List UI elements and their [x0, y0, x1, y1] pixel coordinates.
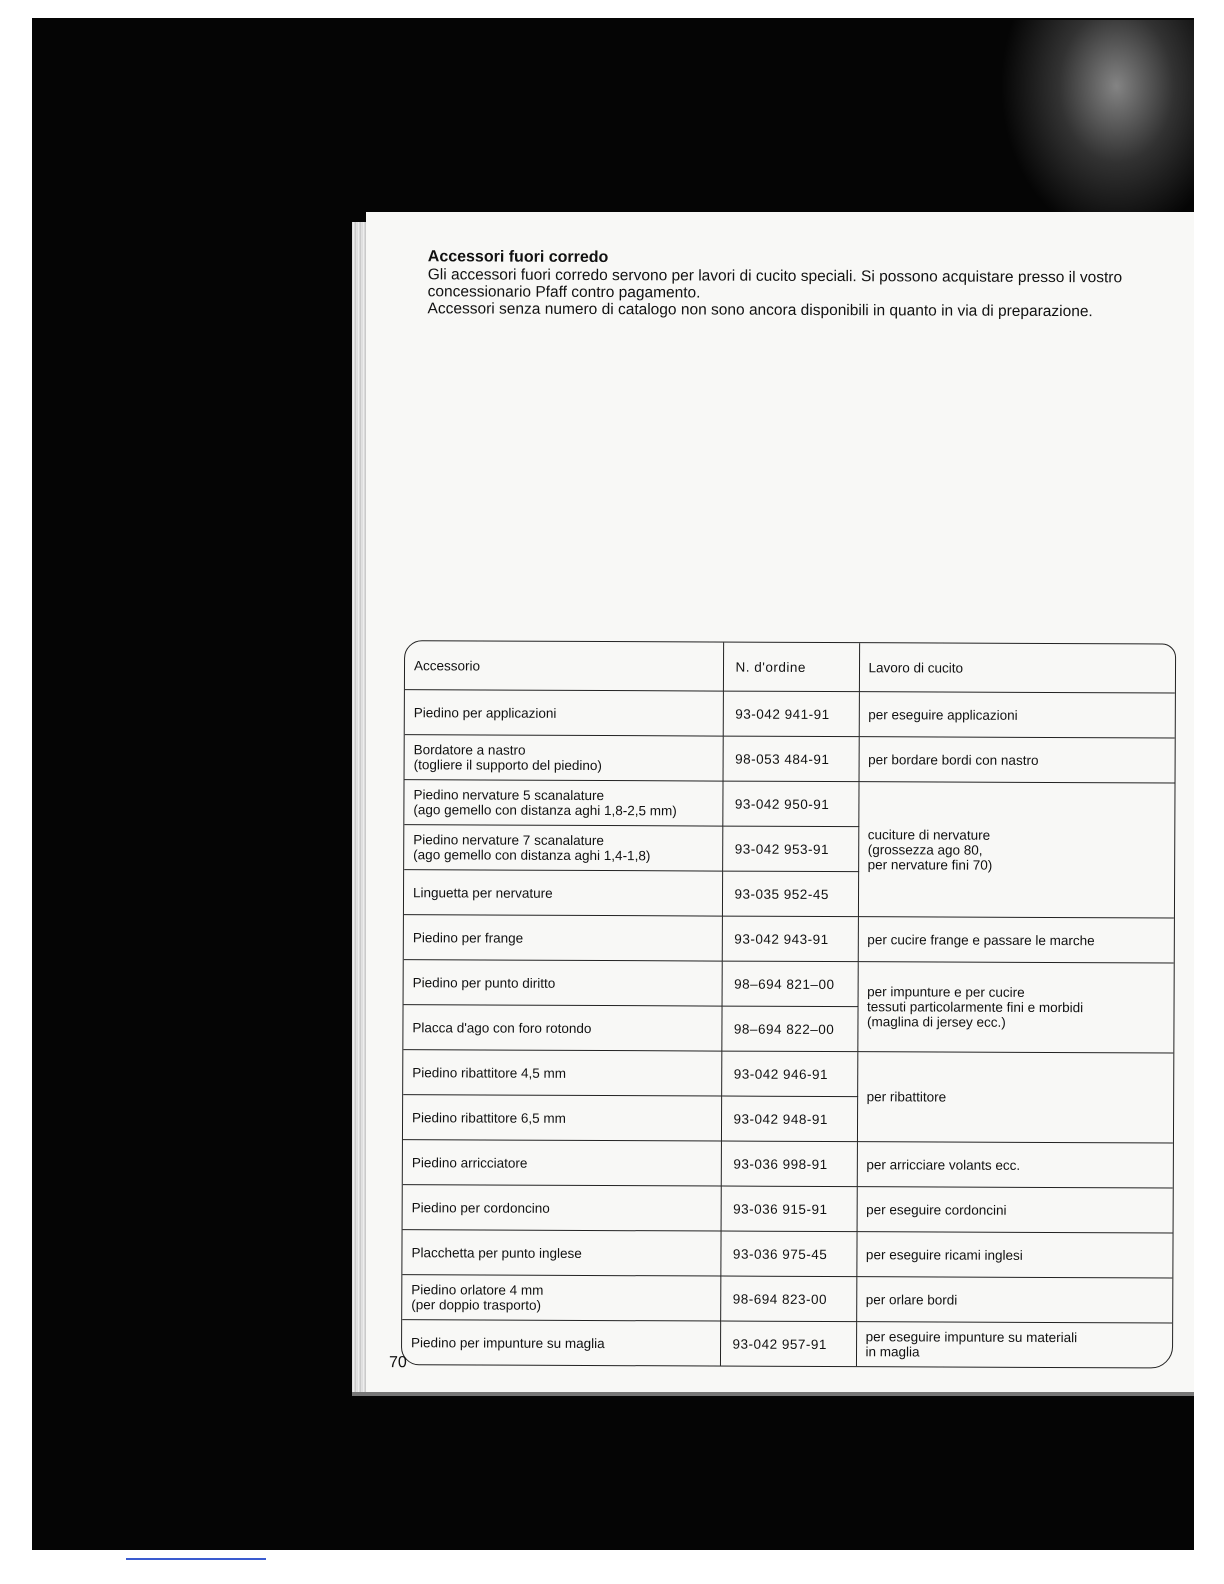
- order-number-cell: 93-042 941-91: [723, 691, 859, 737]
- header-order-number: N. d'ordine: [723, 643, 859, 692]
- work-cell: cuciture di nervature (grossezza ago 80, per nervature fini 70): [858, 782, 1175, 918]
- order-number-cell: 93-036 998-91: [721, 1141, 857, 1187]
- work-cell: per impunture e per cucire tessuti particolarmente fini e morbidi (maglina di jersey ecc.): [857, 962, 1173, 1053]
- accessory-cell: Piedino ribattitore 4,5 mm: [403, 1050, 721, 1096]
- work-cell: per ribattitore: [857, 1052, 1173, 1143]
- work-cell: per eseguire impunture su materiali in maglia: [856, 1322, 1172, 1368]
- footer-line: [126, 1558, 266, 1560]
- order-number-cell: 93-042 948-91: [721, 1096, 857, 1142]
- table-row: [405, 735, 1175, 783]
- order-number-cell: 98-053 484-91: [723, 736, 859, 782]
- table-row: [405, 690, 1175, 738]
- page-bottom-edge: [352, 1392, 1194, 1396]
- accessories-table: [401, 640, 1176, 1368]
- intro-text: [428, 266, 1188, 320]
- table-row: [404, 960, 1174, 1008]
- work-cell: per bordare bordi con nastro: [859, 737, 1175, 783]
- accessory-cell: Piedino per frange: [404, 915, 722, 961]
- order-number-cell: 93-042 950-91: [722, 781, 858, 827]
- header-work: Lavoro di cucito: [859, 643, 1175, 693]
- order-number-cell: 93-036 975-45: [720, 1231, 856, 1277]
- accessory-cell: Bordatore a nastro (togliere il supporto del piedino): [405, 735, 723, 781]
- accessory-cell: Piedino ribattitore 6,5 mm: [403, 1095, 721, 1141]
- order-number-cell: 93-042 957-91: [720, 1321, 856, 1366]
- accessory-cell: Piedino per applicazioni: [405, 690, 723, 736]
- order-number-cell: 98–694 822–00: [721, 1006, 857, 1052]
- accessory-cell: Placchetta per punto inglese: [402, 1230, 720, 1276]
- work-cell: per eseguire ricami inglesi: [856, 1232, 1172, 1278]
- work-cell: per orlare bordi: [856, 1277, 1172, 1323]
- work-cell: per eseguire applicazioni: [859, 692, 1175, 738]
- header-accessorio: Accessorio: [405, 641, 723, 691]
- order-number-cell: 98–694 821–00: [722, 961, 858, 1007]
- accessory-cell: Piedino nervature 5 scanalature (ago gemello con distanza aghi 1,8-2,5 mm): [404, 780, 722, 826]
- table-row: [403, 1050, 1173, 1098]
- table-header-row: [405, 641, 1175, 693]
- accessory-cell: Piedino arricciatore: [403, 1140, 721, 1186]
- page-number: 70: [388, 1354, 407, 1372]
- page-heading: Accessori fuori corredo: [427, 248, 609, 267]
- work-cell: per eseguire cordoncini: [857, 1187, 1173, 1233]
- table-row: [403, 1140, 1173, 1188]
- table-row: [404, 780, 1174, 828]
- accessory-cell: Piedino orlatore 4 mm (per doppio trasporto): [402, 1275, 720, 1321]
- order-number-cell: 93-042 943-91: [722, 916, 858, 962]
- intro-paragraph: Gli accessori fuori corredo servono per lavori di cucito speciali. Si possono acquistare presso il vostro concessionario Pfaff contro pagamento.: [427, 266, 1123, 302]
- table-row: [402, 1230, 1172, 1278]
- table-row: [402, 1275, 1172, 1323]
- order-number-cell: 93-042 946-91: [721, 1051, 857, 1097]
- accessory-cell: Piedino per cordoncino: [403, 1185, 721, 1231]
- accessory-cell: Placca d'ago con foro rotondo: [403, 1005, 721, 1051]
- accessory-cell: Linguetta per nervature: [404, 870, 722, 916]
- accessory-cell: Piedino per impunture su maglia: [402, 1320, 720, 1366]
- order-number-cell: 93-036 915-91: [721, 1186, 857, 1232]
- intro-paragraph: Accessori senza numero di catalogo non sono ancora disponibili in quanto in via di preparazione.: [427, 300, 1093, 321]
- work-cell: per cucire frange e passare le marche: [858, 917, 1174, 963]
- table-row: [402, 1320, 1172, 1368]
- scan-glare: [1000, 20, 1194, 240]
- order-number-cell: 93-042 953-91: [722, 826, 858, 872]
- order-number-cell: 93-035 952-45: [722, 871, 858, 917]
- table-row: [404, 915, 1174, 963]
- table-row: [403, 1185, 1173, 1233]
- work-cell: per arricciare volants ecc.: [857, 1142, 1173, 1188]
- manual-page: [366, 212, 1194, 1392]
- accessory-cell: Piedino nervature 7 scanalature (ago gemello con distanza aghi 1,4-1,8): [404, 825, 722, 871]
- accessory-cell: Piedino per punto diritto: [404, 960, 722, 1006]
- order-number-cell: 98-694 823-00: [720, 1276, 856, 1322]
